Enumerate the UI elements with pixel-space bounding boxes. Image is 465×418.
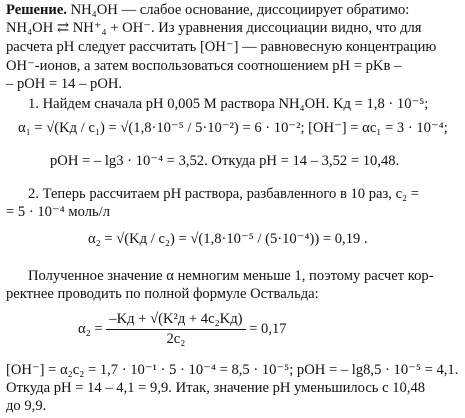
text-line-13: ректнее проводить по полной формуле Оствальда: <box>6 286 319 302</box>
text-line-5: – pOH = 14 – pOH. <box>6 76 123 92</box>
text-line-17: до 9,9. <box>6 398 47 414</box>
text-line-16: Откуда pH = 14 – 4,1 = 9,9. Итак, значение pH уменьшилось с 10,48 <box>6 380 426 396</box>
text-line-2: NH₄OH ⇄ NH⁺₄ + OH⁻. Из уравнения диссоциации видно, что для <box>6 20 422 36</box>
solution-heading: Решение. <box>6 2 67 18</box>
formula-oh-final: [OH⁻] = α₂c₂ = 1,7 · 10⁻¹ · 5 · 10⁻⁴ = 8,5 · 10⁻⁵; pOH = – lg8,5 · 10⁻⁵ = 4,1. <box>6 362 459 378</box>
text-line-4: OH⁻-ионов, а затем воспользоваться соотношением pH = pKв – <box>6 58 402 74</box>
solution-text-1: NH₄OH — слабое основание, диссоциирует обратимо: <box>66 2 410 18</box>
ostwald-lhs: α₂ = <box>78 321 103 337</box>
ostwald-result: = 0,17 <box>249 321 287 337</box>
step-1-line: 1. Найдем сначала pH 0,005 M раствора NH₄OH. Kд = 1,8 · 10⁻⁵; <box>28 96 429 112</box>
formula-alpha1: α₁ = √(Kд / c₁) = √(1,8·10⁻⁵ / 5·10⁻²) = 6 · 10⁻²; [OH⁻] = αc₁ = 3 · 10⁻⁴; <box>18 120 448 136</box>
formula-poh-1: pOH = – lg3 · 10⁻⁴ = 3,52. Откуда pH = 14 – 3,52 = 10,48. <box>50 153 400 169</box>
ostwald-numerator: –Kд + √(K²д + 4c₂Kд) <box>106 311 245 330</box>
text-line-10: = 5 · 10⁻⁴ моль/л <box>6 204 110 220</box>
text-line-3: расчета pH следует рассчитать [OH⁻] — равновесную концентрацию <box>6 39 437 55</box>
solution-line-1 <box>6 2 409 19</box>
ostwald-fraction <box>106 311 245 348</box>
ostwald-denominator: 2c₂ <box>166 331 186 347</box>
ostwald-formula <box>78 311 287 353</box>
text-line-12: Полученное значение α немногим меньше 1, поэтому расчет кор- <box>28 268 434 284</box>
step-2-line: 2. Теперь рассчитаем pH раствора, разбавленного в 10 раз, c₂ = <box>28 186 420 202</box>
formula-alpha2: α₂ = √(Kд / c₂) = √(1,8·10⁻⁵ / (5·10⁻⁴)) = 0,19 . <box>88 231 368 247</box>
